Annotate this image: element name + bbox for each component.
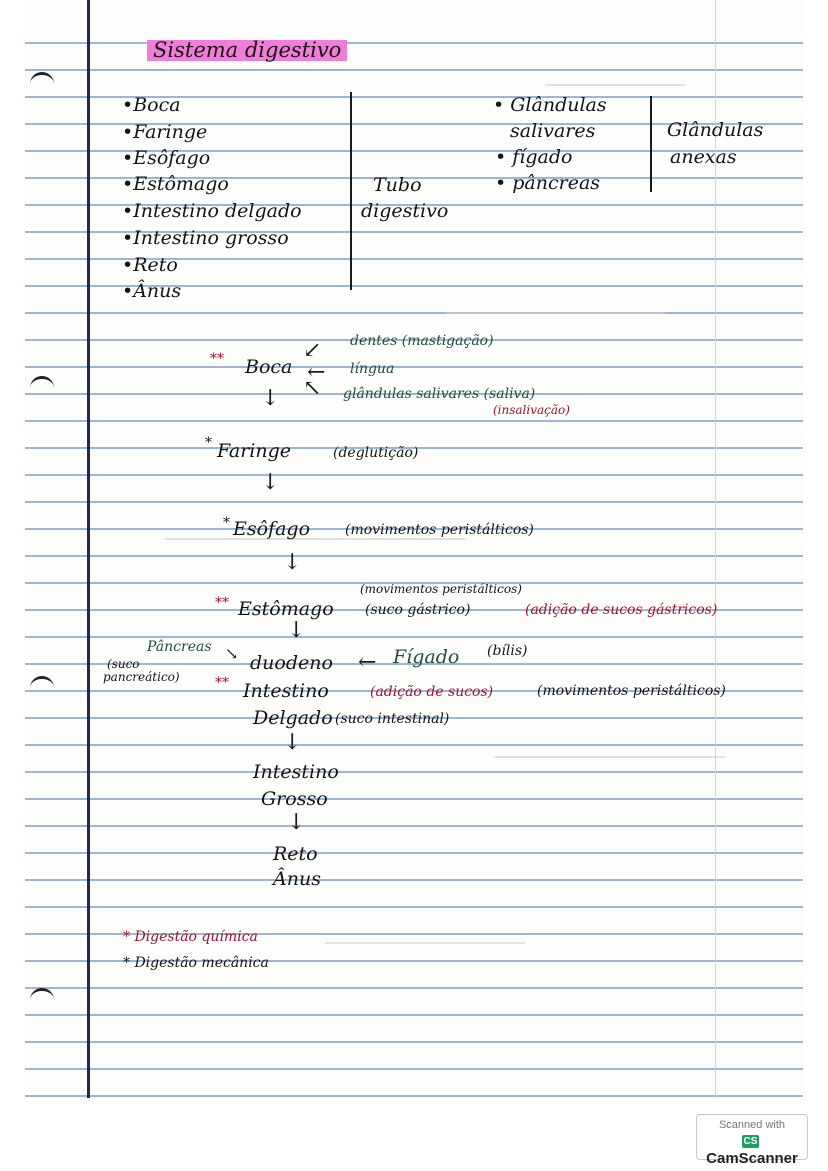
boca-item-glandulas: glândulas salivares (saliva) [343, 386, 536, 402]
organ-item: •Ânus [122, 280, 182, 302]
arrow-down-icon: ↓ [261, 470, 280, 495]
gland-item: • Glândulas [493, 94, 607, 116]
bleed-through-mark [545, 70, 685, 86]
organ-item: •Esôfago [122, 147, 211, 169]
suco-pancreatico-note: pancreático) [103, 670, 180, 684]
binder-hole [30, 376, 54, 391]
tube-label: digestivo [361, 200, 449, 222]
notebook-page [25, 0, 803, 1098]
insalivacao-note: (insalivação) [493, 403, 570, 417]
legend-chemical: * Digestão química [123, 929, 258, 945]
flow-duodeno: duodeno [250, 652, 333, 674]
camscanner-logo-icon: CS [743, 1136, 758, 1147]
intestino-red-note: (adição de sucos) [370, 684, 494, 700]
annex-label: anexas [670, 146, 737, 168]
bleed-through-mark [325, 928, 525, 944]
estomago-note: (suco gástrico) [365, 602, 471, 618]
bilis-note: (bílis) [487, 643, 528, 659]
organ-item: •Intestino grosso [122, 227, 289, 249]
figado-label: Fígado [393, 646, 460, 668]
camscanner-badge [696, 1114, 808, 1167]
badge-brand-label: CamScanner [706, 1150, 798, 1167]
delgado-note: (suco intestinal) [335, 711, 450, 727]
faringe-note: (deglutição) [333, 445, 419, 461]
flow-anus: Ânus [273, 868, 321, 890]
arrow-left-icon: ↙ [303, 338, 322, 363]
flow-boca: Boca [245, 356, 293, 378]
flow-intestino-grosso: Intestino [253, 761, 339, 783]
flow-esofago: Esôfago [233, 518, 311, 540]
arrow-down-icon: ↓ [287, 618, 306, 643]
chemical-mark: ** [215, 675, 229, 691]
estomago-movement-note: (movimentos peristálticos) [360, 582, 522, 596]
arrow-down-icon: ↓ [261, 386, 280, 411]
page-title: Sistema digestivo [147, 40, 347, 61]
boca-item-lingua: língua [350, 361, 395, 377]
arrow-right-icon: ↘ [225, 644, 239, 663]
estomago-red-note: (adição de sucos gástricos) [525, 602, 718, 618]
margin-line [87, 0, 90, 1098]
flow-faringe: Faringe [217, 440, 292, 462]
pancreas-label: Pâncreas [147, 639, 212, 655]
arrow-left-icon: ↖ [303, 376, 322, 401]
mechanical-mark: * [223, 515, 230, 531]
organ-item: •Faringe [122, 121, 208, 143]
gland-item: salivares [510, 120, 596, 142]
organ-item: •Intestino delgado [122, 200, 302, 222]
suco-pancreatico-note: (suco [107, 657, 140, 671]
badge-brand [697, 1133, 807, 1167]
legend-mechanical: * Digestão mecânica [123, 955, 269, 971]
arrow-down-icon: ↓ [287, 810, 306, 835]
gland-item: • fígado [495, 146, 573, 168]
flow-intestino: Intestino [243, 680, 329, 702]
binder-hole [30, 676, 54, 691]
flow-delgado: Delgado [253, 707, 333, 729]
arrow-left-icon: ← [307, 360, 326, 385]
tube-bracket [350, 92, 352, 290]
glands-bracket [650, 96, 652, 192]
organ-item: •Estômago [122, 173, 229, 195]
organ-item: •Boca [122, 94, 181, 116]
intestino-movement-note: (movimentos peristálticos) [537, 683, 726, 699]
arrow-left-icon: ← [358, 650, 377, 675]
arrow-down-icon: ↓ [283, 550, 302, 575]
esofago-note: (movimentos peristálticos) [345, 522, 534, 538]
annex-label: Glândulas [667, 119, 764, 141]
tube-label: Tubo [373, 174, 422, 196]
bleed-through-mark [495, 742, 725, 758]
chemical-mark: ** [210, 351, 224, 367]
gland-item: • pâncreas [495, 172, 601, 194]
arrow-down-icon: ↓ [283, 730, 302, 755]
flow-intestino-grosso: Grosso [261, 788, 328, 810]
flow-reto: Reto [273, 843, 318, 865]
organ-item: •Reto [122, 254, 178, 276]
flow-estomago: Estômago [238, 598, 334, 620]
chemical-mark: ** [215, 595, 229, 611]
binder-hole [30, 988, 54, 1003]
bleed-through-mark [445, 298, 665, 314]
badge-caption: Scanned with [718, 1119, 786, 1131]
binder-hole [30, 72, 54, 87]
mechanical-mark: * [205, 435, 212, 451]
boca-item-dentes: dentes (mastigação) [350, 333, 494, 349]
